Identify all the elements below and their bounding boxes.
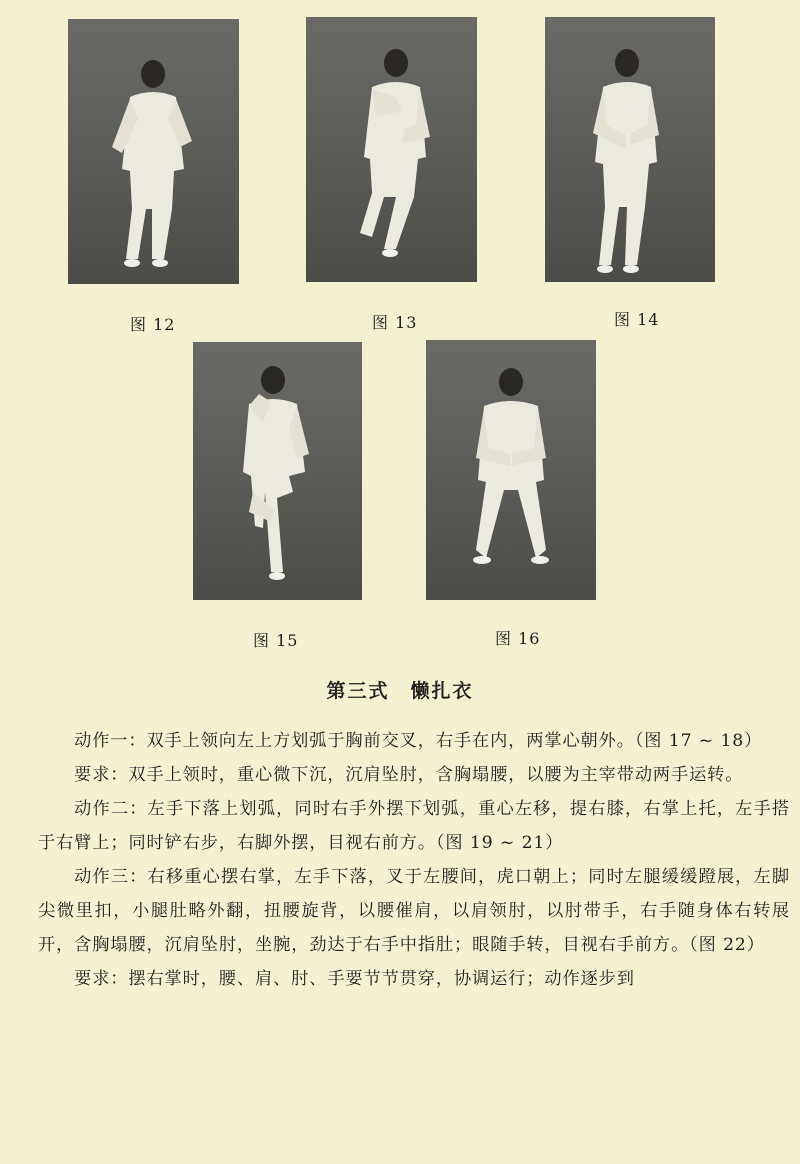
tai-chi-figure-illustration — [426, 340, 596, 600]
figure-photo-12 — [68, 19, 239, 284]
tai-chi-figure-illustration — [193, 342, 362, 600]
tai-chi-figure-illustration — [306, 17, 477, 282]
figure-caption-12: 图 12 — [130, 315, 176, 334]
paragraph-requirement-2: 要求：摆右掌时，腰、肩、肘、手要节节贯穿，协调运行；动作逐步到 — [74, 969, 635, 989]
body-text — [38, 724, 790, 996]
paragraph-action-2: 动作二：左手下落上划弧，同时右手外摆下划弧，重心左移，提右膝，右掌上托，左手搭于右臂上；同时铲右步，右脚外摆，目视右前方。（图 19 ~ 21） — [38, 799, 790, 853]
tai-chi-figure-illustration — [68, 19, 239, 284]
figure-photo-16 — [426, 340, 596, 600]
paragraph-requirement-1: 要求：双手上领时，重心微下沉，沉肩坠肘，含胸塌腰，以腰为主宰带动两手运转。 — [74, 765, 744, 785]
figure-photo-14 — [545, 17, 715, 282]
figure-photo-15 — [193, 342, 362, 600]
paragraph-action-3: 动作三：右移重心摆右掌，左手下落，叉于左腰间，虎口朝上；同时左腿缓缓蹬展，左脚尖微里扣，小腿肚略外翻，扭腰旋背，以腰催肩，以肩领肘，以肘带手，右手随身体右转展开，含胸塌腰，沉肩坠肘，坐腕，劲达于右手中指肚；眼随手转，目视右手前方。（图 22） — [38, 867, 790, 955]
figure-caption-15: 图 15 — [253, 631, 299, 650]
figure-caption-13: 图 13 — [372, 313, 418, 332]
figure-caption-16: 图 16 — [495, 629, 541, 648]
tai-chi-figure-illustration — [545, 17, 715, 282]
figure-photo-13 — [306, 17, 477, 282]
figure-caption-14: 图 14 — [614, 310, 660, 329]
section-heading: 第三式 懒扎衣 — [326, 680, 474, 702]
paragraph-action-1: 动作一：双手上领向左上方划弧于胸前交叉，右手在内，两掌心朝外。（图 17 ~ 18） — [74, 731, 763, 751]
